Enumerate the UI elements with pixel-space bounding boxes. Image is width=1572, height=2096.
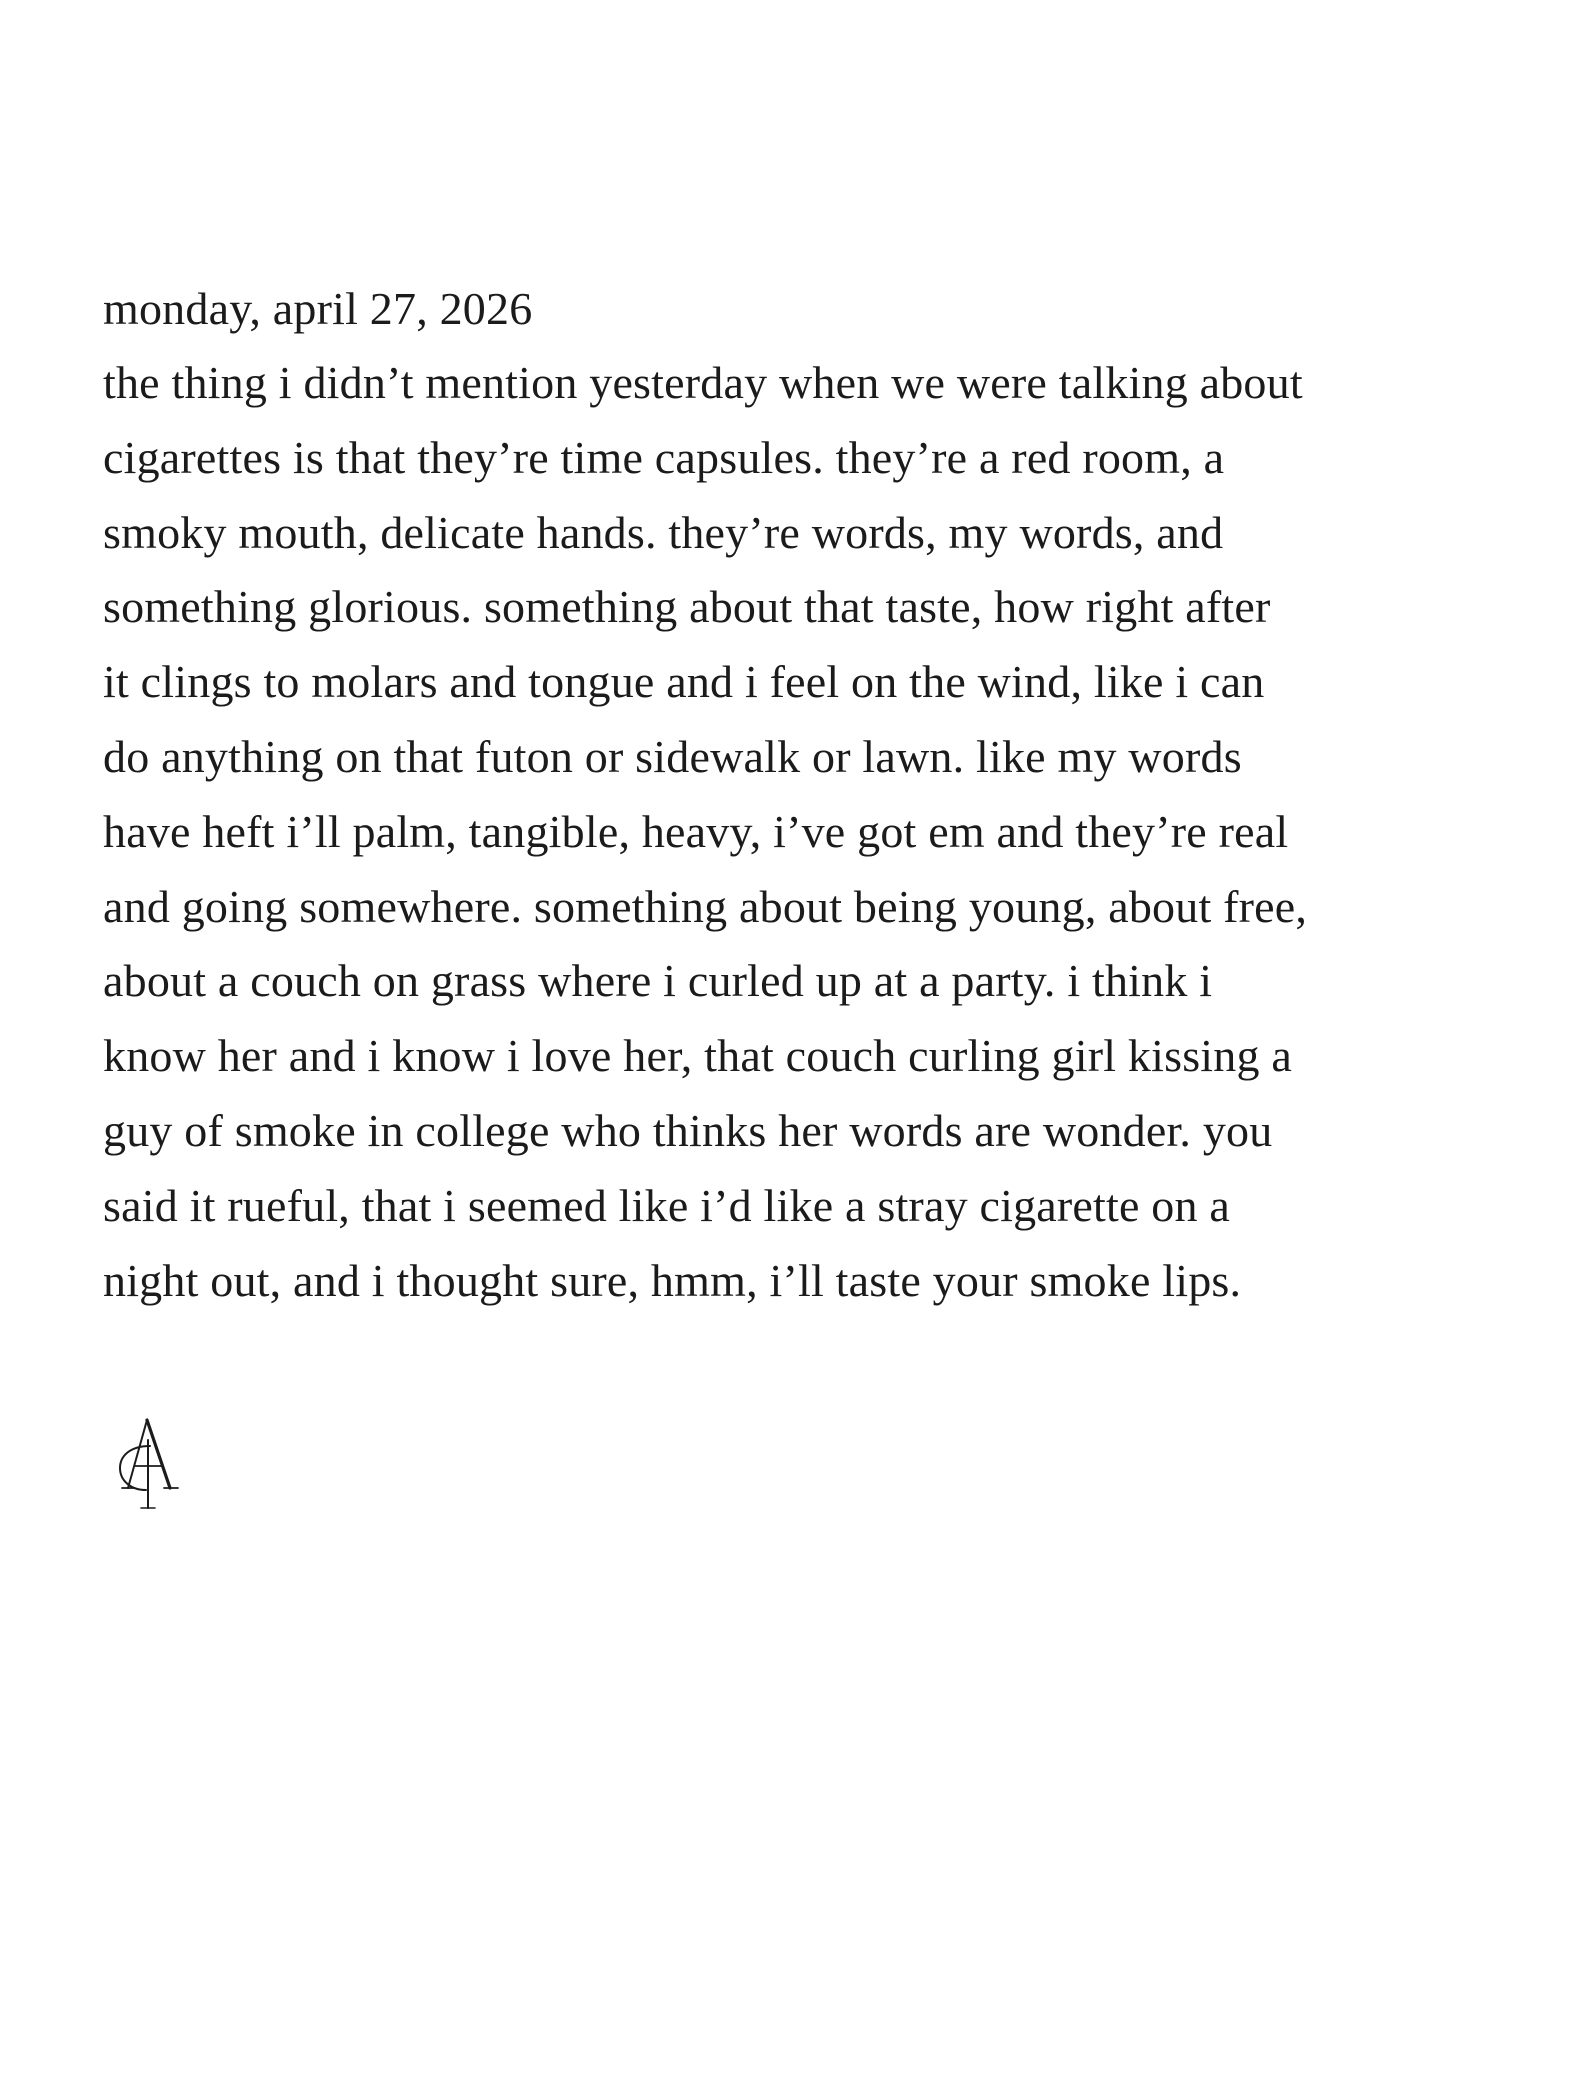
entry-line: have heft i’ll palm, tangible, heavy, i’ve got em and they’re real bbox=[103, 805, 1289, 857]
entry-line: know her and i know i love her, that couch curling girl kissing a bbox=[103, 1030, 1293, 1082]
entry-date: monday, april 27, 2026 bbox=[103, 283, 533, 334]
entry-line: cigarettes is that they’re time capsules. they’re a red room, a bbox=[103, 431, 1225, 483]
entry-line: and going somewhere. something about being young, about free, bbox=[103, 880, 1308, 932]
entry-line: said it rueful, that i seemed like i’d like a stray cigarette on a bbox=[103, 1179, 1231, 1231]
entry-line: smoky mouth, delicate hands. they’re words, my words, and bbox=[103, 506, 1224, 558]
entry-line: guy of smoke in college who thinks her words are wonder. you bbox=[103, 1104, 1273, 1156]
entry-line: it clings to molars and tongue and i feel on the wind, like i can bbox=[103, 656, 1265, 708]
entry-line: the thing i didn’t mention yesterday when we were talking about bbox=[103, 357, 1303, 408]
monogram-logo-icon bbox=[112, 1410, 186, 1510]
entry-line: night out, and i thought sure, hmm, i’ll taste your smoke lips. bbox=[103, 1254, 1242, 1306]
journal-entry bbox=[103, 272, 1543, 1318]
entry-line: do anything on that futon or sidewalk or lawn. like my words bbox=[103, 730, 1242, 782]
entry-line: about a couch on grass where i curled up at a party. i think i bbox=[103, 955, 1213, 1007]
entry-line: something glorious. something about that taste, how right after bbox=[103, 581, 1271, 633]
